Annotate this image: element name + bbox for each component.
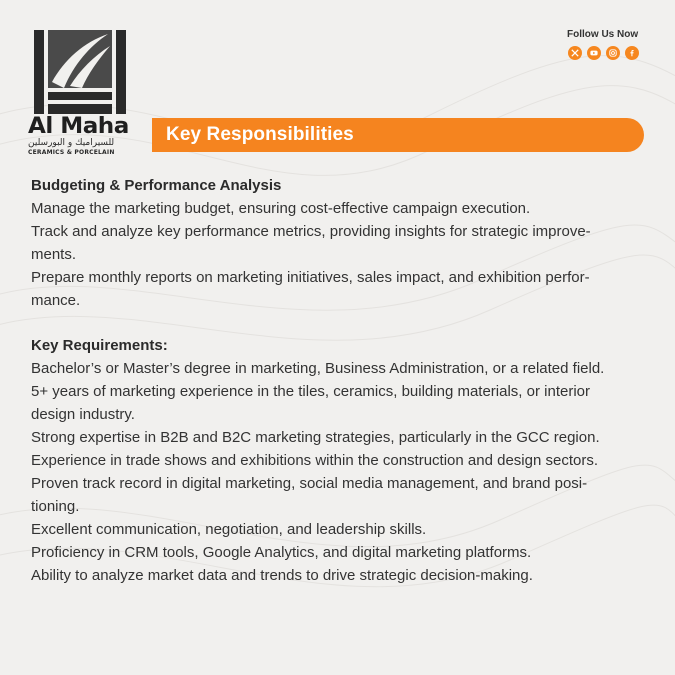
oryx-logo-mark: [30, 30, 130, 114]
requirements-line: Bachelor’s or Master’s degree in marketing, Business Administration, or a related field.: [31, 360, 605, 377]
main-content: [31, 174, 643, 587]
social-icons: [568, 46, 647, 60]
section-banner: [152, 118, 644, 152]
requirements-line: Excellent communication, negotiation, and leadership skills.: [31, 521, 427, 538]
brand-tagline: CERAMICS & PORCELAIN: [28, 149, 115, 156]
budgeting-line: ments.: [31, 246, 77, 263]
brand-name: Al Maha: [28, 114, 129, 139]
budgeting-line: Manage the marketing budget, ensuring cost-effective campaign execution.: [31, 200, 531, 217]
requirements-line: 5+ years of marketing experience in the tiles, ceramics, building materials, or interior: [31, 383, 590, 400]
section-spacer: [31, 312, 643, 334]
requirements-line: Ability to analyze market data and trends to drive strategic decision-making.: [31, 567, 533, 584]
budgeting-line: Prepare monthly reports on marketing initiatives, sales impact, and exhibition perfor-: [31, 269, 590, 286]
banner-title: Key Responsibilities: [166, 124, 354, 145]
requirements-line: Strong expertise in B2B and B2C marketing strategies, particularly in the GCC region.: [31, 429, 600, 446]
requirements-heading: Key Requirements:: [31, 337, 168, 354]
follow-us: [567, 29, 647, 60]
follow-title: Follow Us Now: [567, 29, 639, 40]
budgeting-heading: Budgeting & Performance Analysis: [31, 177, 282, 194]
requirements-line: Experience in trade shows and exhibitions within the construction and design sectors.: [31, 452, 598, 469]
requirements-line: tioning.: [31, 498, 80, 515]
budgeting-line: Track and analyze key performance metrics, providing insights for strategic improve-: [31, 223, 591, 240]
x-icon[interactable]: [568, 46, 582, 60]
brand-logo: [28, 30, 134, 157]
facebook-icon[interactable]: [625, 46, 639, 60]
requirements-line: design industry.: [31, 406, 135, 423]
instagram-icon[interactable]: [606, 46, 620, 60]
brand-tagline-arabic: للسيراميك و البورسلين: [28, 138, 115, 148]
requirements-line: Proven track record in digital marketing, social media management, and brand posi-: [31, 475, 588, 492]
budgeting-line: mance.: [31, 292, 81, 309]
youtube-icon[interactable]: [587, 46, 601, 60]
requirements-line: Proficiency in CRM tools, Google Analytics, and digital marketing platforms.: [31, 544, 532, 561]
